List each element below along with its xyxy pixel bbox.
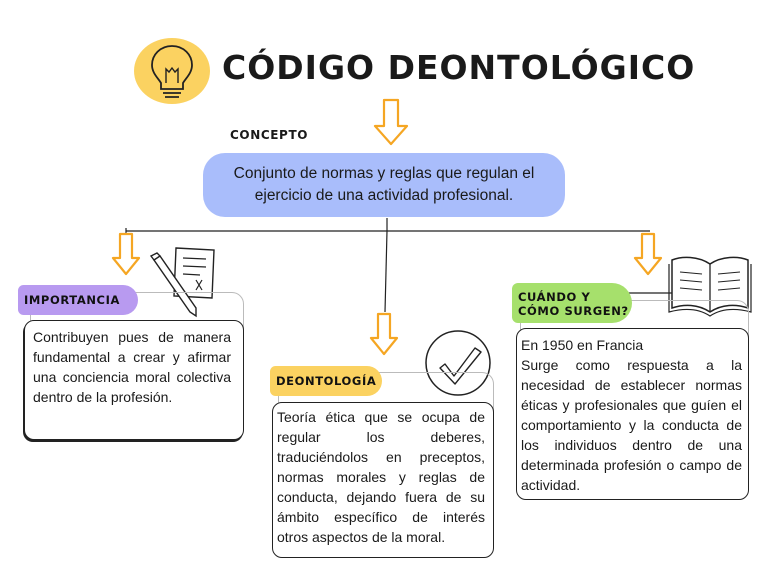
lightbulb-icon (132, 36, 212, 106)
concept-text: Conjunto de normas y reglas que regulan el ejercicio de una actividad profesional. (233, 165, 535, 204)
deontologia-text: Teoría ética que se ocupa de regular los deberes, traduciéndolos en preceptos, normas morales y reglas de conducta, dejando fuera de su ámbito específico de interés otros aspectos de la moral. (277, 409, 485, 545)
cuando-year: En 1950 en Francia (521, 337, 644, 353)
arrow-down-icon (111, 232, 141, 276)
page-title: CÓDIGO DEONTOLÓGICO (222, 48, 696, 87)
importancia-card (24, 320, 244, 440)
deontologia-card (272, 402, 494, 558)
importancia-text: Contribuyen pues de manera fundamental a crear y afirmar una conciencia moral colectiva dentro de la profesión. (33, 329, 231, 405)
arrow-down-icon (369, 312, 399, 356)
deontologia-label: DEONTOLOGÍA (270, 366, 382, 396)
cuando-label: CUÁNDO Y CÓMO SURGEN? (512, 283, 632, 323)
importancia-label: IMPORTANCIA (18, 285, 138, 315)
arrow-down-icon (633, 232, 663, 276)
arrow-down-icon (373, 98, 409, 146)
cuando-card (516, 328, 749, 500)
cuando-text: Surge como respuesta a la necesidad de establecer normas éticas y profesionales que guíen el comportamiento y la conducta de los individuos dentro de una determinada profesión o campo de actividad. (521, 357, 742, 493)
concept-label: CONCEPTO (230, 128, 309, 142)
concept-box (203, 153, 565, 217)
